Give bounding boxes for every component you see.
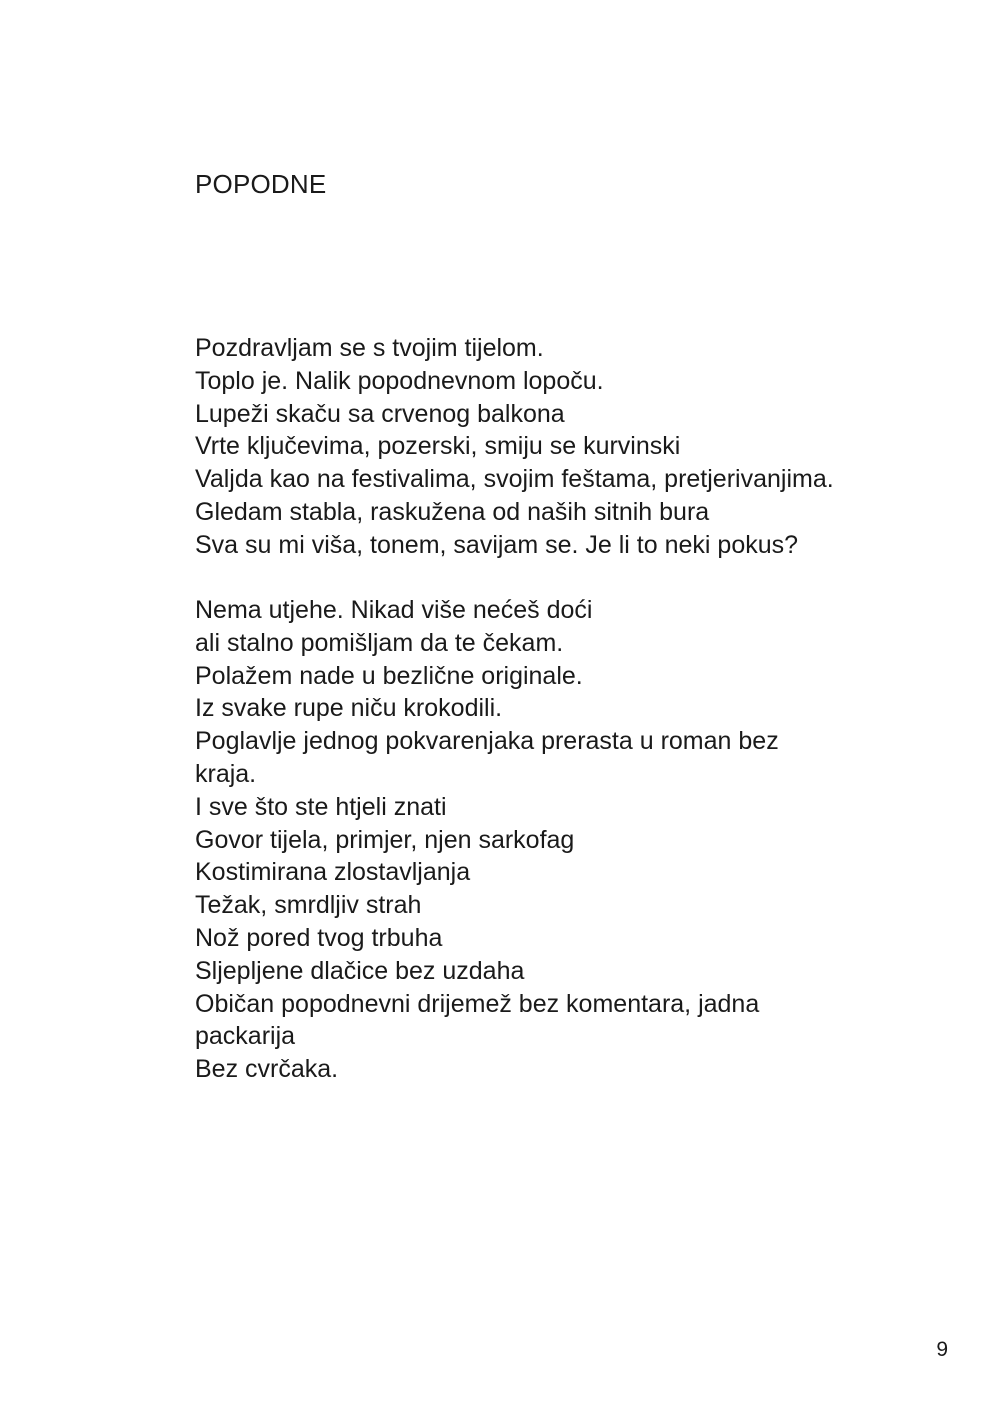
poem-line: Sljepljene dlačice bez uzdaha: [195, 956, 525, 985]
poem-line: Sva su mi viša, tonem, savijam se. Je li to neki pokus?: [195, 530, 799, 559]
poem-line: kraja.: [195, 759, 257, 788]
poem-line: ali stalno pomišljam da te čekam.: [195, 628, 564, 657]
poem-line: Kostimirana zlostavljanja: [195, 858, 471, 887]
poem-line: I sve što ste htjeli znati: [195, 792, 447, 821]
poem-line: Lupeži skaču sa crvenog balkona: [195, 399, 565, 428]
poem-line: Bez cvrčaka.: [195, 1055, 339, 1084]
poem-line: Toplo je. Nalik popodnevnom lopoču.: [195, 366, 604, 395]
poem-line: Težak, smrdljiv strah: [195, 891, 422, 920]
poem-line: Iz svake rupe niču krokodili.: [195, 694, 503, 723]
page-number: 9: [936, 1338, 948, 1361]
poem-line: Pozdravljam se s tvojim tijelom.: [195, 334, 544, 362]
poem-line: Govor tijela, primjer, njen sarkofag: [195, 825, 575, 854]
poem-line: Nema utjehe. Nikad više nećeš doći: [195, 596, 593, 624]
poem-line: Vrte ključevima, pozerski, smiju se kurvinski: [195, 432, 681, 461]
poem-title: POPODNE: [195, 169, 327, 199]
poem-line: packarija: [195, 1022, 296, 1051]
poem-line: Običan popodnevni drijemež bez komentara, jadna: [195, 989, 760, 1018]
poem-line: Polažem nade u bezlične originale.: [195, 661, 583, 690]
poem-line: Poglavlje jednog pokvarenjaka prerasta u roman bez: [195, 727, 779, 756]
poem-line: Valjda kao na festivalima, svojim feštama, pretjerivanjima.: [195, 465, 834, 494]
stanza-2: [195, 594, 935, 1086]
stanza-1: [195, 332, 935, 562]
poem-line: Nož pored tvog trbuha: [195, 923, 443, 952]
poem-line: Gledam stabla, raskužena od naših sitnih bura: [195, 497, 710, 526]
